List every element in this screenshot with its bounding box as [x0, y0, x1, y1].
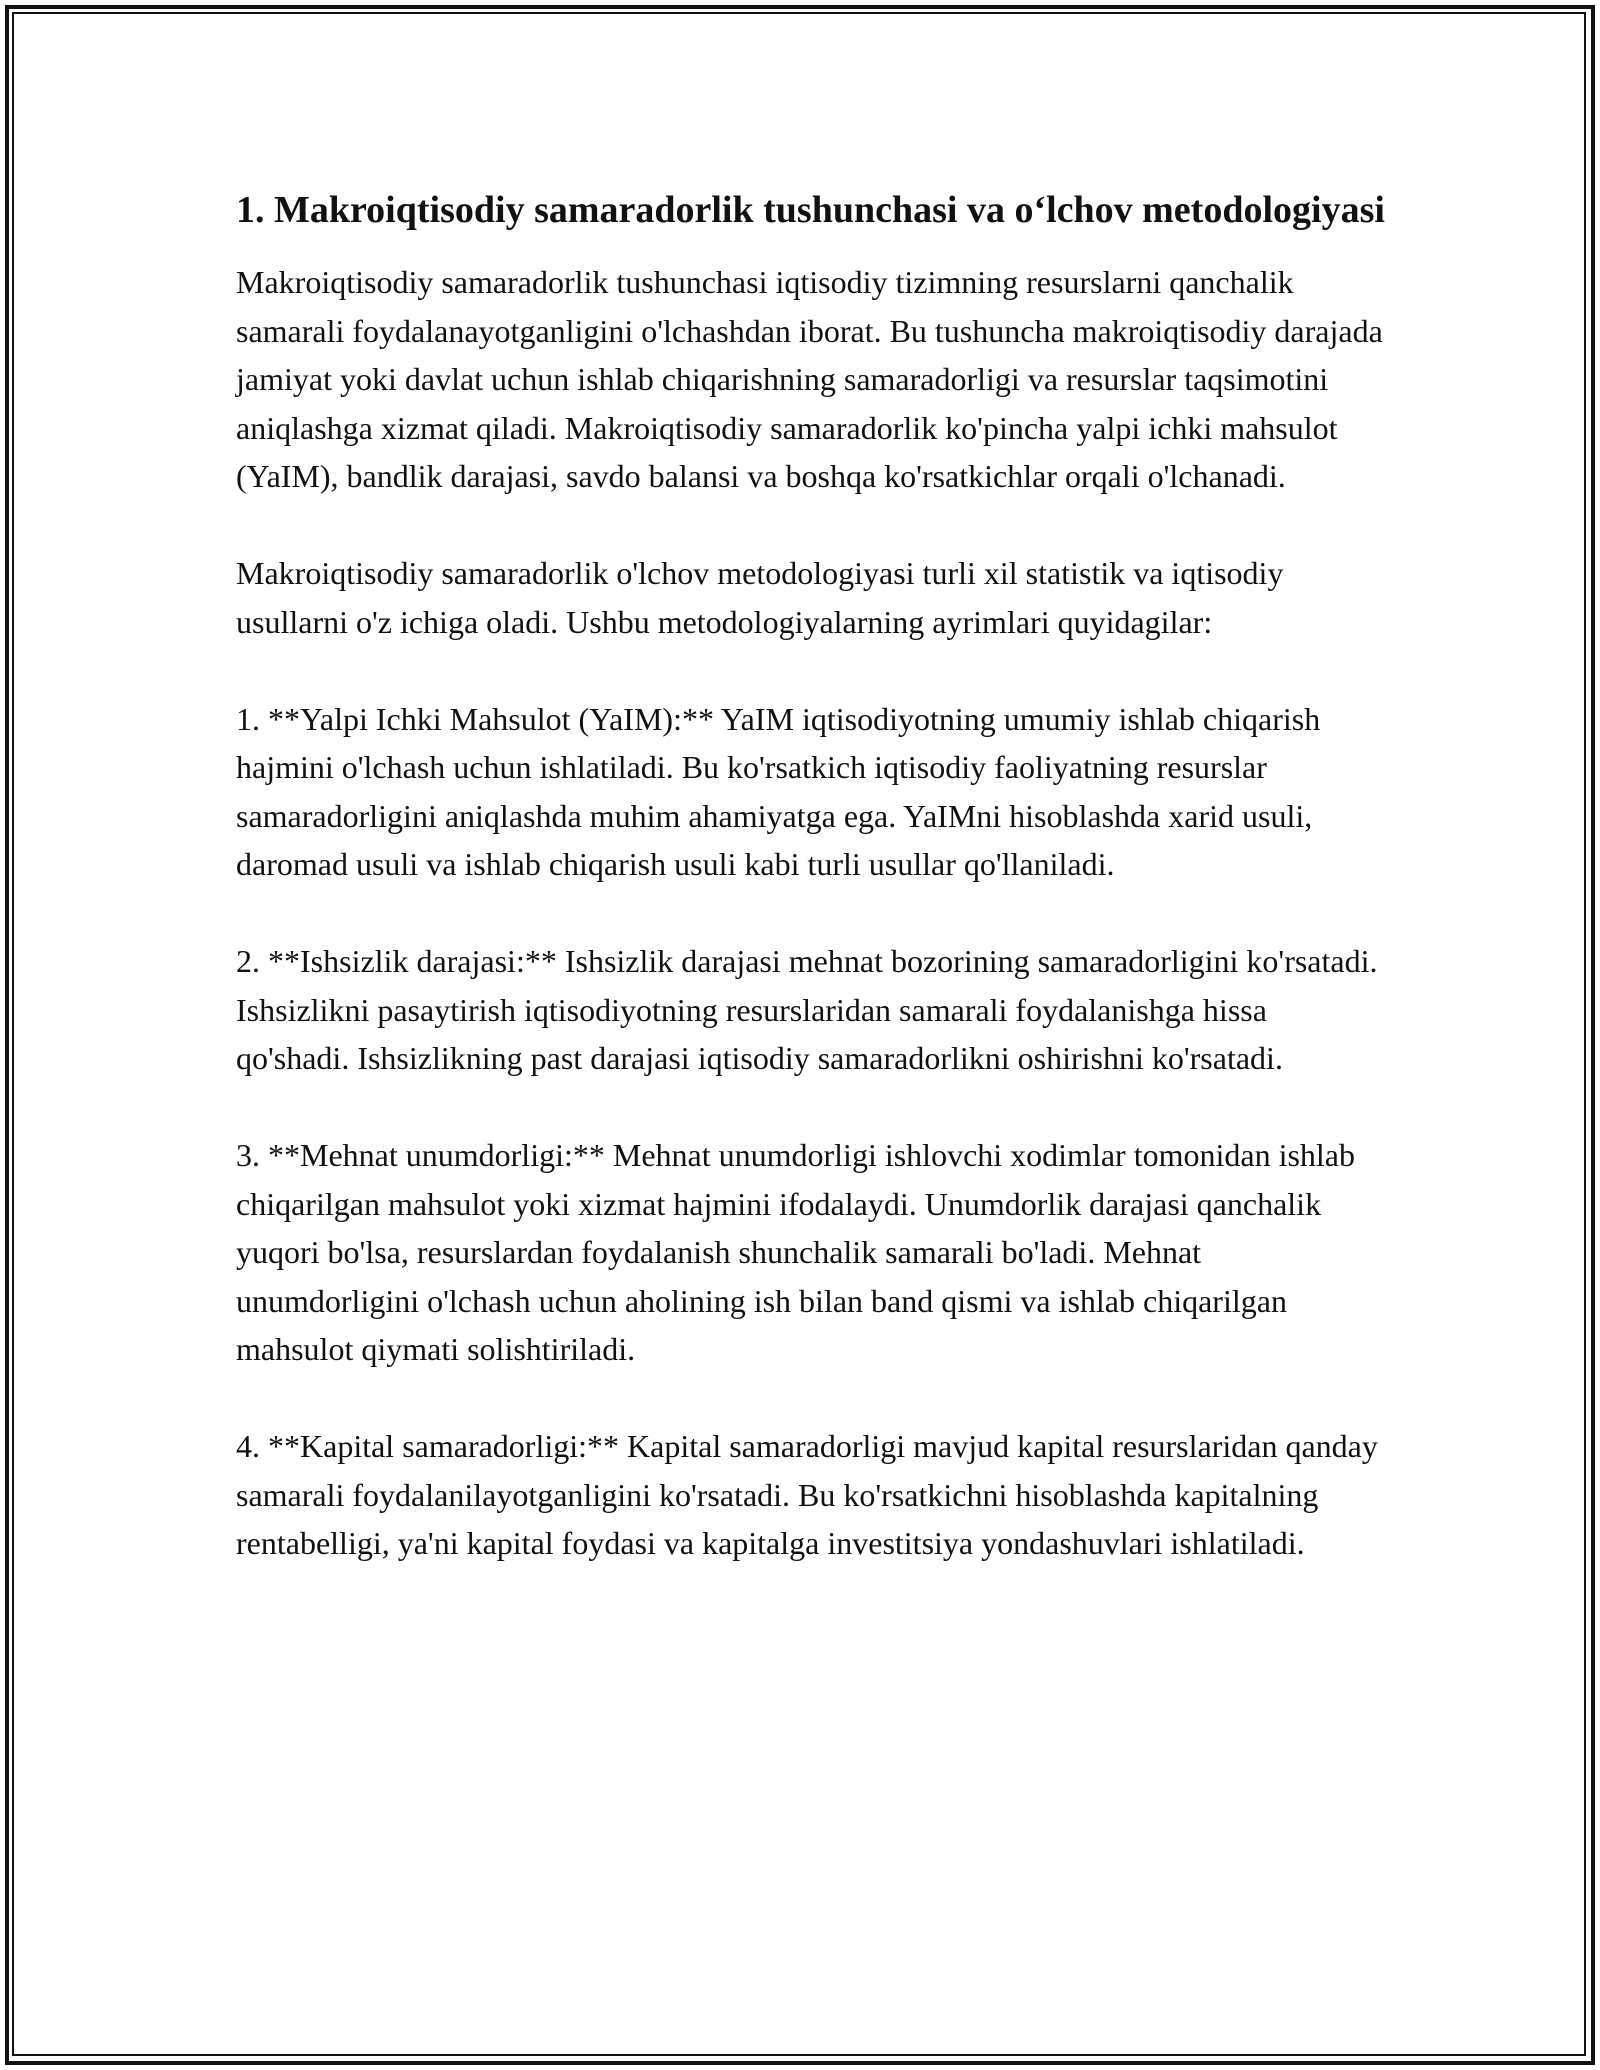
- document-body: [236, 182, 1386, 1568]
- list-item-labor-productivity: 3. **Mehnat unumdorligi:** Mehnat unumdorligi ishlovchi xodimlar tomonidan ishlab chiqarilgan mahsulot yoki xizmat hajmini ifodalaydi. Unumdorlik darajasi qanchalik yuqori bo'lsa, resurslardan foydalanish shunchalik samarali bo'ladi. Mehnat unumdorligini o'lchash uchun aholining ish bilan band qismi va ishlab chiqarilgan mahsulot qiymati solishtiriladi.: [236, 1137, 1355, 1367]
- paragraph-intro: Makroiqtisodiy samaradorlik tushunchasi iqtisodiy tizimning resurslarni qanchalik samarali foydalanayotganligini o'lchashdan iborat. Bu tushuncha makroiqtisodiy darajada jamiyat yoki davlat uchun ishlab chiqarishning samaradorligi va resurslar taqsimotini aniqlashga xizmat qiladi. Makroiqtisodiy samaradorlik ko'pincha yalpi ichki mahsulot (YaIM), bandlik darajasi, savdo balansi va boshqa ko'rsatkichlar orqali o'lchanadi.: [236, 264, 1383, 494]
- paragraph-methodology: Makroiqtisodiy samaradorlik o'lchov metodologiyasi turli xil statistik va iqtisodiy usullarni o'z ichiga oladi. Ushbu metodologiyalarning ayrimlari quyidagilar:: [236, 555, 1284, 640]
- list-item-gdp: 1. **Yalpi Ichki Mahsulot (YaIM):** YaIM iqtisodiyotning umumiy ishlab chiqarish hajmini o'lchash uchun ishlatiladi. Bu ko'rsatkich iqtisodiy faoliyatning resurslar samaradorligini aniqlashda muhim ahamiyatga ega. YaIMni hisoblashda xarid usuli, daromad usuli va ishlab chiqarish usuli kabi turli usullar qo'llaniladi.: [236, 700, 1321, 882]
- list-item-capital-efficiency: 4. **Kapital samaradorligi:** Kapital samaradorligi mavjud kapital resurslaridan qanday samarali foydalanilayotganligini ko'rsatadi. Bu ko'rsatkichni hisoblashda kapitalning rentabelligi, ya'ni kapital foydasi va kapitalga investitsiya yondashuvlari ishlatiladi.: [236, 1428, 1378, 1561]
- list-item-unemployment: 2. **Ishsizlik darajasi:** Ishsizlik darajasi mehnat bozorining samaradorligini ko'rsatadi. Ishsizlikni pasaytirish iqtisodiyotning resurslaridan samarali foydalanishga hissa qo'shadi. Ishsizlikning past darajasi iqtisodiy samaradorlikni oshirishni ko'rsatadi.: [236, 943, 1378, 1076]
- section-heading: 1. Makroiqtisodiy samaradorlik tushunchasi va o‘lchov metodologiyasi: [236, 189, 1385, 231]
